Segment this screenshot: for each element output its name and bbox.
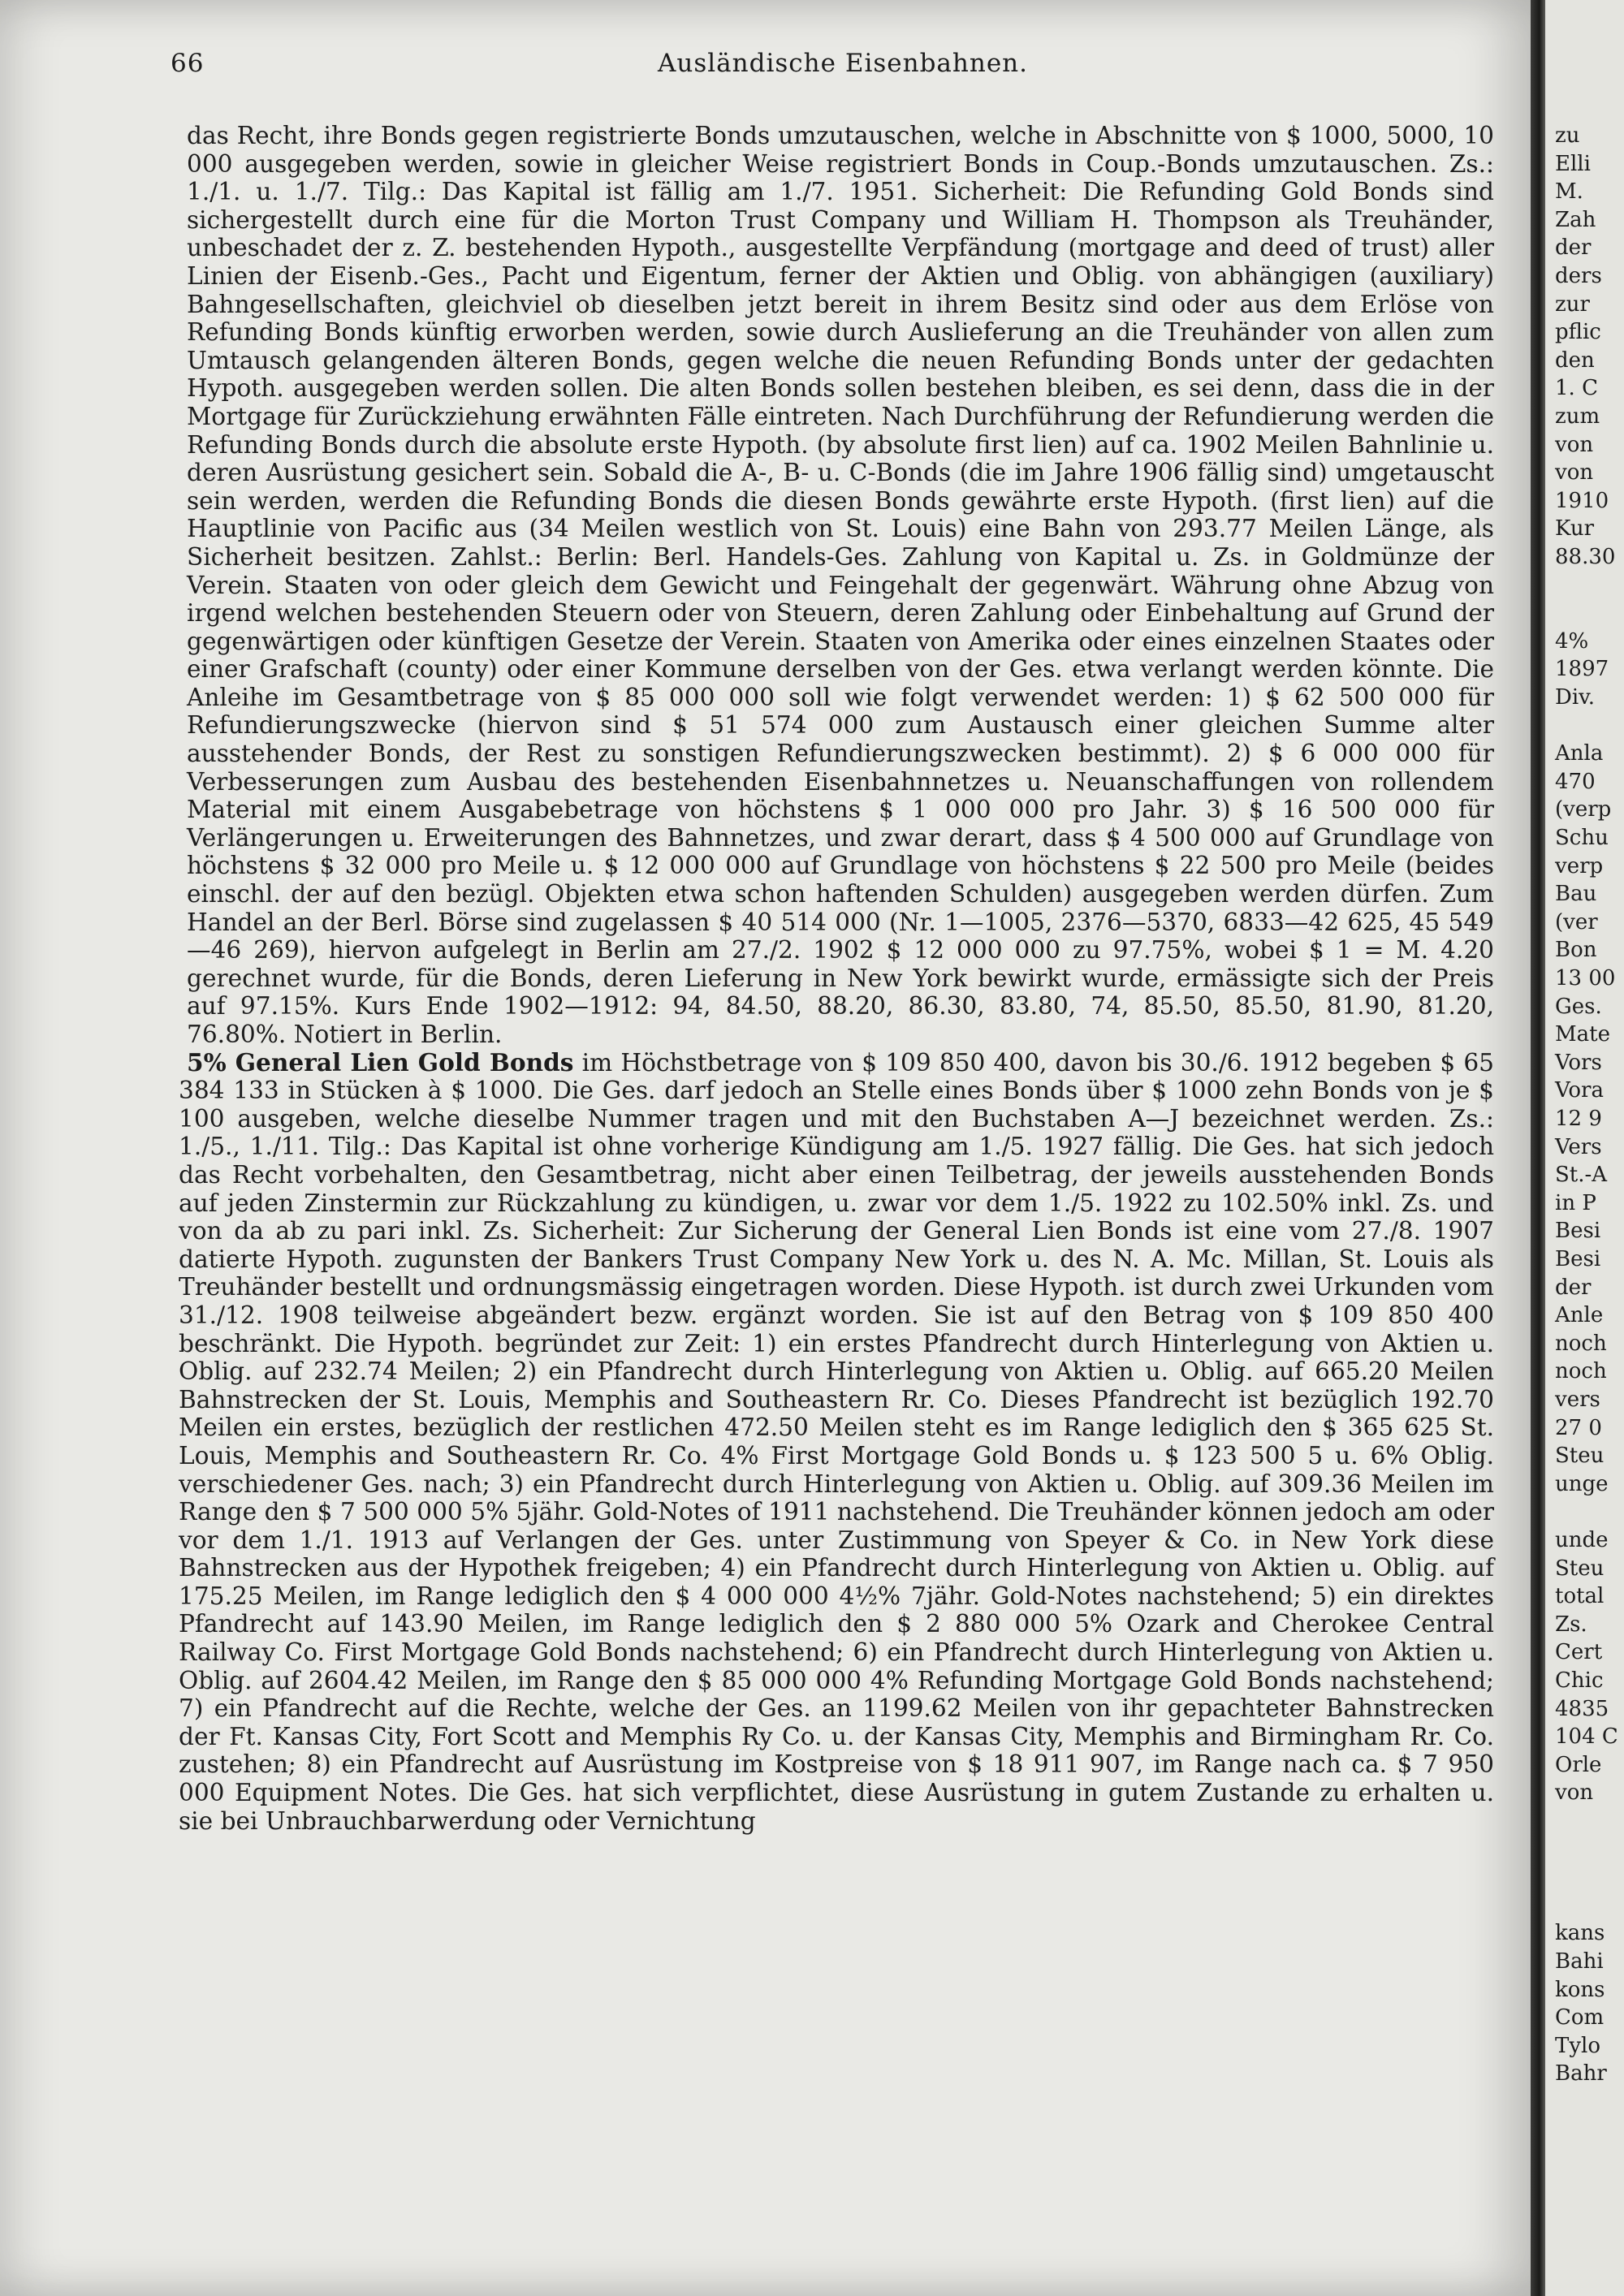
adjacent-page-fragment: pflic: [1555, 320, 1601, 345]
adjacent-page-fragment: zur: [1555, 291, 1590, 317]
running-title: Ausländische Eisenbahnen.: [658, 49, 1029, 78]
adjacent-page-fragment: Anla: [1555, 741, 1604, 766]
adjacent-page-fragment: Zs.: [1555, 1612, 1587, 1637]
paragraph-text: im Höchstbetrage von $ 109 850 400, davon bis 30./6. 1912 begeben $ 65 384 133 in Stücken à $ 1000. Die Ges. darf jedoch an Stelle eines Bonds über $ 1000 zehn Bonds von je $ 100 ausgeben, welche dieselbe Nummer tragen und mit den Buchstaben A—J bezeichnet werden. Zs.: 1./5., 1./11. Tilg.: Das Kapital ist ohne vorherige Kündigung am 1./5. 1927 fällig. Die Ges. hat sich jedoch das Recht vorbehalten, den Gesamtbetrag, nicht aber einen Teilbetrag, der jeweils ausstehenden Bonds auf jeden Zinstermin zur Rückzahlung zu kündigen, u. zwar vor dem 1./5. 1922 zu 102.50% inkl. Zs. und von da ab zu pari inkl. Zs. Sicherheit: Zur Sicherung der General Lien Bonds ist eine vom 27./8. 1907 datierte Hypoth. zugunsten der Bankers Trust Company New York u. des N. A. Mc. Millan, St. Louis als Treuhänder bestellt und ordnungsmässig eingetragen worden. Diese Hypoth. ist durch zwei Urkunden vom 31./12. 1908 teilweise abgeändert bezw. ergänzt worden. Sie ist auf den Betrag von $ 109 850 400 beschränkt. Die Hypoth. begründet zur Zeit: 1) ein erstes Pfandrecht durch Hinterlegung von Aktien u. Oblig. auf 232.74 Meilen; 2) ein Pfandrecht durch Hinterlegung von Aktien u. Oblig. auf 665.20 Meilen Bahnstrecken der St. Louis, Memphis and Southeastern Rr. Co. Dieses Pfandrecht ist bezüglich 192.70 Meilen ein erstes, bezüglich der restlichen 472.50 Meilen steht es im Range lediglich den $ 365 625 St. Louis, Memphis and Southeastern Rr. Co. 4% First Mortgage Gold Bonds u. $ 123 500 5 u. 6% Oblig. verschiedener Ges. nach; 3) ein Pfandrecht durch Hinterlegung von Aktien u. Oblig. auf 309.36 Meilen im Range den $ 7 500 000 5% 5jähr. Gold-Notes of 1911 nachstehend. Die Treuhänder können jedoch am oder vor dem 1./1. 1913 auf Verlangen der Ges. unter Zustimmung von Speyer & Co. in New York diese Bahnstrecken aus der Hypothek freigeben; 4) ein Pfandrecht durch Hinterlegung von Aktien u. Oblig. auf 175.25 Meilen, im Range lediglich den $ 4 000 000 4½% 7jähr. Gold-Notes nachstehend; 5) ein direktes Pfandrecht auf 143.90 Meilen, im Range lediglich den $ 2 880 000 5% Ozark and Cherokee Central Railway Co. First Mortgage Gold Bonds nachstehend; 6) ein Pfandrecht durch Hinterlegung von Aktien u. Oblig. auf 2604.42 Meilen, im Range den $ 85 000 000 4% Refunding Mortgage Gold Bonds nachstehend; 7) ein Pfandrecht auf die Rechte, welche der Ges. an 1199.62 Meilen von ihr gepachteter Bahnstrecken der Ft. Kansas City, Fort Scott and Memphis Ry Co. u. der Kansas City, Memphis and Birmingham Rr. Co. zustehen; 8) ein Pfandrecht auf Ausrüstung im Kostpreise von $ 18 911 907, im Range nach ca. $ 7 950 000 Equipment Notes. Die Ges. hat sich verpflichtet, diese Ausrüstung in gutem Zustande zu erhalten u. sie bei Unbrauchbarwerdung oder Vernichtung: [179, 1048, 1494, 1835]
adjacent-page-fragment: Vora: [1555, 1078, 1604, 1103]
adjacent-page-fragment: 4835: [1555, 1696, 1609, 1721]
adjacent-page-fragment: 1910: [1555, 488, 1609, 513]
adjacent-page-fragment: verp: [1555, 853, 1604, 878]
body-text: [179, 122, 1494, 1835]
adjacent-page-fragment: 88.30: [1555, 545, 1616, 569]
adjacent-page-fragment: (ver: [1555, 909, 1598, 934]
adjacent-page-fragment: Ges.: [1555, 994, 1602, 1019]
adjacent-page-fragment: in P: [1555, 1190, 1596, 1215]
adjacent-page-fragment: Elli: [1555, 151, 1591, 176]
adjacent-page-fragment: 1. C: [1555, 376, 1598, 401]
adjacent-page-fragment: unge: [1555, 1471, 1609, 1496]
adjacent-page-fragment: von: [1555, 460, 1594, 486]
adjacent-page-fragment: Com: [1555, 2005, 1605, 2031]
adjacent-page-fragment: Bahr: [1555, 2061, 1607, 2087]
section-heading: 5% General Lien Gold Bonds: [187, 1047, 574, 1077]
adjacent-page-fragment: noch: [1555, 1359, 1607, 1384]
adjacent-page-fragment: Vors: [1555, 1050, 1602, 1075]
adjacent-page-fragment: Chic: [1555, 1668, 1604, 1693]
adjacent-page-fragment: Bon: [1555, 938, 1597, 963]
adjacent-page-fragment: 4%: [1555, 628, 1589, 654]
adjacent-page-fragment: Orle: [1555, 1752, 1602, 1777]
adjacent-page-fragment: M.: [1555, 179, 1583, 205]
adjacent-page-fragment: 12 9: [1555, 1107, 1602, 1131]
adjacent-page-fragment: Vers: [1555, 1134, 1602, 1159]
adjacent-page-edge: [1545, 0, 1624, 2296]
adjacent-page-fragment: Div.: [1555, 685, 1596, 710]
page-header: [171, 49, 1502, 89]
adjacent-page-fragment: Mate: [1555, 1022, 1610, 1047]
page-number: 66: [171, 49, 205, 78]
adjacent-page-fragment: Steu: [1555, 1556, 1605, 1581]
adjacent-page-fragment: noch: [1555, 1331, 1607, 1356]
adjacent-page-fragment: der: [1555, 235, 1592, 261]
adjacent-page-fragment: 27 0: [1555, 1415, 1602, 1440]
paragraph-refunding-bonds: das Recht, ihre Bonds gegen registrierte Bonds umzutauschen, welche in Abschnitte von $ 1000, 5000, 10 000 ausgegeben werden, sowie in gleicher Weise registriert Bonds in Coup.-Bonds umzutauschen. Zs.: 1./1. u. 1./7. Tilg.: Das Kapital ist fällig am 1./7. 1951. Sicherheit: Die Refunding Gold Bonds sind sichergestellt durch eine für die Morton Trust Company und William H. Thompson als Treuhänder, unbeschadet der z. Z. bestehenden Hypoth., ausgestellte Verpfändung (mortgage and deed of trust) aller Linien der Eisenb.-Ges., Pacht und Eigentum, ferner der Aktien und Oblig. von abhängigen (auxiliary) Bahngesellschaften, gleichviel ob dieselben jetzt bereit in ihrem Besitz sind oder aus dem Erlöse von Refunding Bonds künftig erworben werden, sowie durch Auslieferung an die Treuhänder von allen zum Umtausch gelangenden älteren Bonds, gegen welche die neuen Refunding Bonds unter der gedachten Hypoth. ausgegeben werden sollen. Die alten Bonds sollen bestehen bleiben, es sei denn, dass die in der Mortgage für Zurückziehung erwähnten Fälle eintreten. Nach Durchführung der Refundierung werden die Refunding Bonds durch die absolute erste Hypoth. (by absolute first lien) auf ca. 1902 Meilen Bahnlinie u. deren Ausrüstung gesichert sein. Sobald die A-, B- u. C-Bonds (die im Jahre 1906 fällig sind) umgetauscht sein werden, werden die Refunding Bonds die diesen Bonds gewährte erste Hypoth. (first lien) auf die Hauptlinie von Pacific aus (34 Meilen westlich von St. Louis) eine Bahn von 293.77 Meilen Länge, als Sicherheit besitzen. Zahlst.: Berlin: Berl. Handels-Ges. Zahlung von Kapital u. Zs. in Goldmünze der Verein. Staaten von oder gleich dem Gewicht und Feingehalt der gegenwärt. Währung ohne Abzug von irgend welchen bestehenden Steuern oder von Steuern, deren Zahlung oder Einbehaltung auf Grund der gegenwärtigen oder künftigen Gesetze der Verein. Staaten von Amerika oder eines einzelnen Staates oder einer Grafschaft (county) oder einer Kommune derselben von der Ges. etwa verlangt werden könnte. Die Anleihe im Gesamtbetrage von $ 85 000 000 soll wie folgt verwendet werden: 1) $ 62 500 000 für Refundierungszwecke (hiervon sind $ 51 574 000 zum Austausch einer gleichen Summe alter ausstehender Bonds, der Rest zu sonstigen Refundierungszwecken bestimmt). 2) $ 6 000 000 für Verbesserungen zum Ausbau des bestehenden Eisenbahnnetzes u. Neuanschaffungen von rollendem Material mit einem Ausgabebetrage von höchstens $ 1 000 000 pro Jahr. 3) $ 16 500 000 für Verlängerungen u. Erweiterungen des Bahnnetzes, und zwar derart, dass $ 4 500 000 auf Grundlage von höchstens $ 32 000 pro Meile u. $ 12 000 000 auf Grundlage von höchstens $ 22 500 pro Meile (beides einschl. der auf den bezügl. Objekten etwa schon haftenden Schulden) ausgegeben werden dürfen. Zum Handel an der Berl. Börse sind zugelassen $ 40 514 000 (Nr. 1—1005, 2376—5370, 6833—42 625, 45 549—46 269), hiervon aufgelegt in Berlin am 27./2. 1902 $ 12 000 000 zu 97.75%, wobei $ 1 = M. 4.20 gerechnet wurde, für die Bonds, deren Lieferung in New York bewirkt wurde, ermässigte sich der Preis auf 97.15%. Kurs Ende 1902—1912: 94, 84.50, 88.20, 86.30, 83.80, 74, 85.50, 85.50, 81.90, 81.20, 76.80%. Notiert in Berlin.: [187, 122, 1494, 1048]
adjacent-page-fragment: kons: [1555, 1977, 1605, 2002]
adjacent-page-fragment: von: [1555, 432, 1594, 457]
paragraph-general-lien-bonds: [179, 1049, 1494, 1836]
adjacent-page-fragment: 470: [1555, 769, 1596, 794]
adjacent-page-fragment: Bau: [1555, 882, 1597, 907]
adjacent-page-fragment: Anle: [1555, 1303, 1604, 1328]
adjacent-page-fragment: kans: [1555, 1921, 1605, 1946]
adjacent-page-fragment: Kur: [1555, 516, 1595, 542]
book-gutter: [1531, 0, 1545, 2296]
adjacent-page-fragment: Bahi: [1555, 1949, 1604, 1974]
adjacent-page-fragment: Zah: [1555, 207, 1596, 232]
adjacent-page-fragment: vers: [1555, 1388, 1600, 1412]
adjacent-page-fragment: zu: [1555, 123, 1580, 148]
adjacent-page-fragment: 1897: [1555, 657, 1609, 682]
adjacent-page-fragment: der: [1555, 1275, 1592, 1300]
adjacent-page-fragment: Schu: [1555, 826, 1609, 850]
adjacent-page-fragment: St.-A: [1555, 1163, 1608, 1188]
adjacent-page-fragment: 104 C: [1555, 1724, 1618, 1750]
adjacent-page-fragment: Tylo: [1555, 2033, 1600, 2058]
adjacent-page-fragment: von: [1555, 1780, 1594, 1806]
adjacent-page-fragment: total: [1555, 1584, 1605, 1609]
adjacent-page-fragment: Steu: [1555, 1444, 1605, 1469]
adjacent-page-fragment: Cert: [1555, 1640, 1603, 1665]
adjacent-page-fragment: den: [1555, 347, 1595, 373]
adjacent-page-fragment: Besi: [1555, 1219, 1601, 1244]
adjacent-page-fragment: (verp: [1555, 797, 1612, 822]
adjacent-page-fragment: 13 00: [1555, 966, 1616, 990]
adjacent-page-fragment: ders: [1555, 264, 1602, 288]
adjacent-page-fragment: zum: [1555, 404, 1600, 429]
adjacent-page-fragment: unde: [1555, 1528, 1609, 1552]
adjacent-page-fragment: Besi: [1555, 1247, 1601, 1271]
